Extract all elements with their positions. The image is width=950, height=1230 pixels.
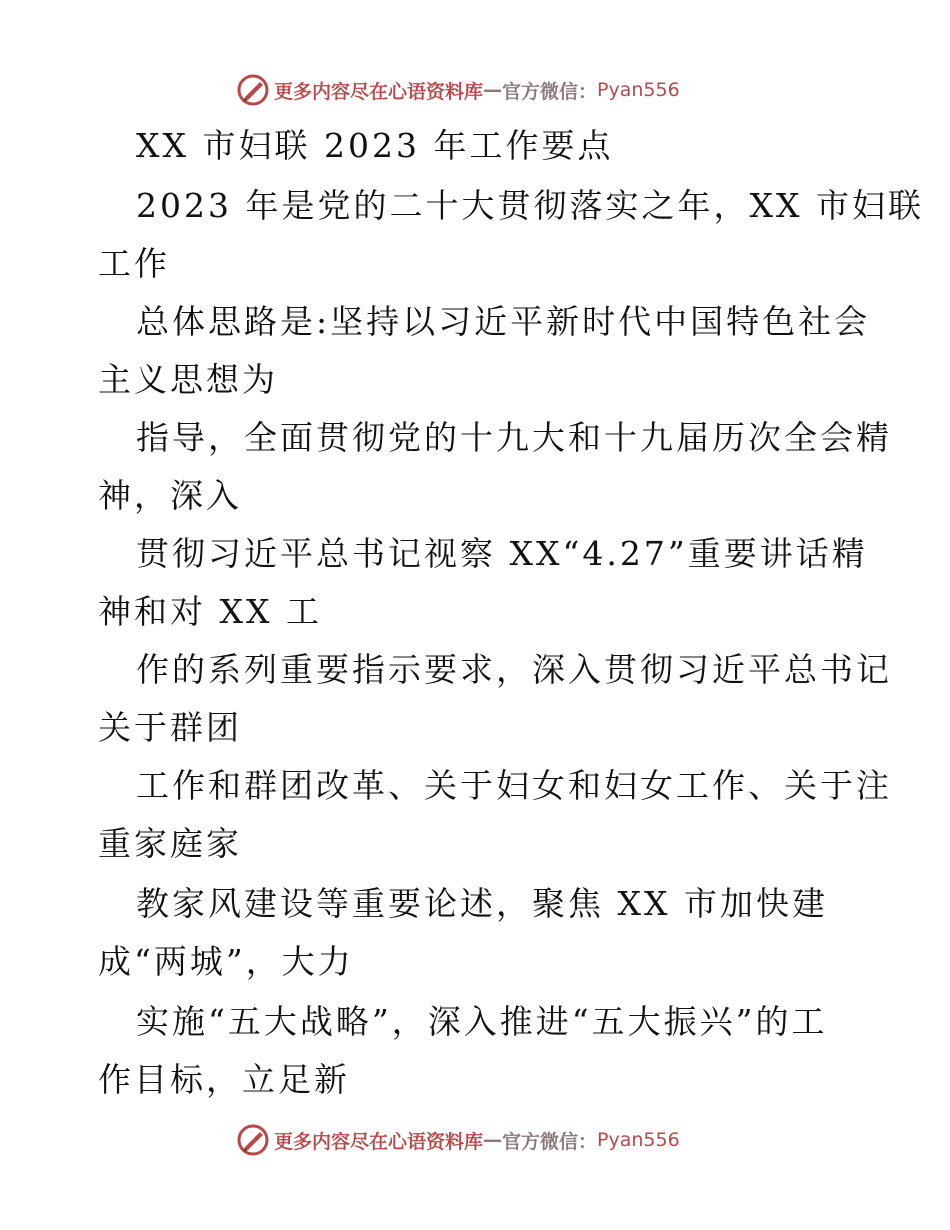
text-line: 2023 年是党的二十大贯彻落实之年，XX 市妇联 (136, 186, 924, 225)
watermark-wechat-label: 官方微信： (502, 1130, 598, 1153)
pen-logo-icon (236, 1123, 270, 1157)
watermark-wechat-id: Pyan556 (597, 1129, 680, 1151)
text-line: 教家风建设等重要论述，聚焦 XX 市加快建 (136, 884, 828, 923)
footer-watermark (236, 1122, 680, 1158)
document-title: XX 市妇联 2023 年工作要点 (136, 126, 614, 165)
text-line: 贯彻习近平总书记视察 XX“4.27”重要讲话精 (136, 534, 868, 573)
header-watermark (236, 72, 680, 108)
watermark-separator: — (483, 79, 503, 101)
text-line: 工作 (98, 244, 170, 283)
pen-logo-icon (236, 73, 270, 107)
watermark-wechat-label: 官方微信： (502, 80, 598, 103)
text-line: 总体思路是:坚持以习近平新时代中国特色社会 (136, 302, 871, 341)
text-line: 成“两城”，大力 (98, 942, 354, 981)
text-line: 神和对 XX 工 (98, 592, 322, 631)
watermark-main-text: 更多内容尽在心语资料库 (274, 1130, 484, 1153)
text-line: 作的系列重要指示要求，深入贯彻习近平总书记 (136, 650, 892, 689)
text-line: 神，深入 (98, 476, 242, 515)
watermark-separator: — (483, 1129, 503, 1151)
text-line: 工作和群团改革、关于妇女和妇女工作、关于注 (136, 766, 892, 805)
text-line: 指导，全面贯彻党的十九大和十九届历次全会精 (136, 418, 892, 457)
text-line: 关于群团 (98, 708, 242, 747)
watermark-wechat-id: Pyan556 (597, 79, 680, 101)
text-line: 主义思想为 (98, 360, 278, 399)
text-line: 实施“五大战略”，深入推进“五大振兴”的工 (136, 1002, 828, 1041)
text-line: 作目标，立足新 (98, 1060, 350, 1099)
text-line: 重家庭家 (98, 824, 242, 863)
watermark-main-text: 更多内容尽在心语资料库 (274, 80, 484, 103)
